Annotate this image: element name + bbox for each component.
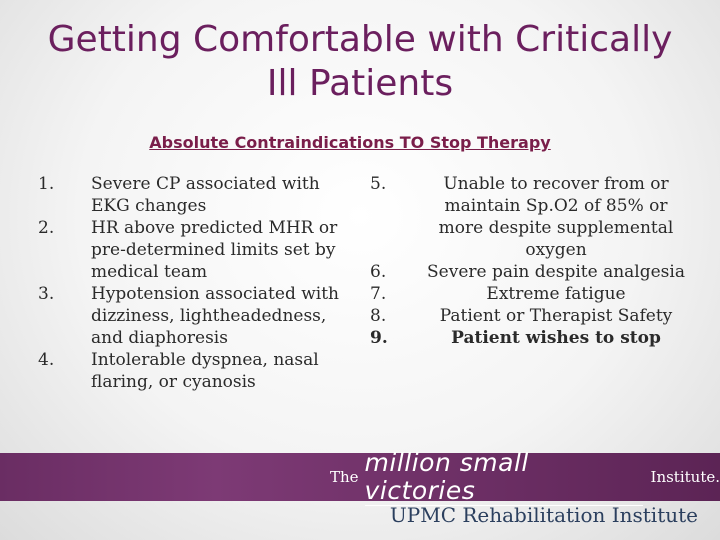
list-item-3 xyxy=(38,283,358,349)
list-item-1 xyxy=(38,173,358,217)
list-number: 7. xyxy=(370,284,387,304)
title-line-1: Getting Comfortable with Critically xyxy=(47,19,673,60)
list-item-4 xyxy=(38,349,358,393)
list-text: Intolerable dyspnea, nasal flaring, or cyanosis xyxy=(91,350,319,392)
list-text: Severe CP associated with EKG changes xyxy=(91,174,320,216)
footer-org-name: UPMC Rehabilitation Institute xyxy=(389,503,698,527)
banner-institute: Institute. xyxy=(650,468,720,486)
list-text: Patient or Therapist Safety xyxy=(439,306,673,326)
right-list xyxy=(370,173,690,349)
list-item-5 xyxy=(370,173,690,261)
banner-the: The xyxy=(330,468,359,486)
list-text: Extreme fatigue xyxy=(486,284,626,304)
slide-title xyxy=(0,18,720,106)
list-text: HR above predicted MHR or pre-determined limits set by medical team xyxy=(91,218,338,282)
list-text: Patient wishes to stop xyxy=(451,328,661,348)
list-item-2 xyxy=(38,217,358,283)
title-line-2: Ill Patients xyxy=(266,63,454,104)
list-number: 4. xyxy=(38,350,55,370)
list-number: 6. xyxy=(370,262,387,282)
list-item-7 xyxy=(370,283,690,305)
list-number: 1. xyxy=(38,174,55,194)
list-text: Unable to recover from or maintain Sp.O2 of 85% or more despite supplemental oxygen xyxy=(438,174,674,260)
list-item-8 xyxy=(370,305,690,327)
list-number: 9. xyxy=(370,328,388,348)
list-text: Severe pain despite analgesia xyxy=(427,262,685,282)
left-list xyxy=(38,173,358,393)
banner-tagline: million small victories xyxy=(365,449,643,506)
list-number: 8. xyxy=(370,306,387,326)
list-item-9 xyxy=(370,327,690,349)
list-item-6 xyxy=(370,261,690,283)
banner-logo xyxy=(330,447,720,505)
list-number: 2. xyxy=(38,218,55,238)
list-text: Hypotension associated with dizziness, lightheadedness, and diaphoresis xyxy=(91,284,339,348)
list-number: 3. xyxy=(38,284,55,304)
slide-subtitle: Absolute Contraindications TO Stop Therapy xyxy=(149,133,551,152)
list-number: 5. xyxy=(370,174,387,194)
